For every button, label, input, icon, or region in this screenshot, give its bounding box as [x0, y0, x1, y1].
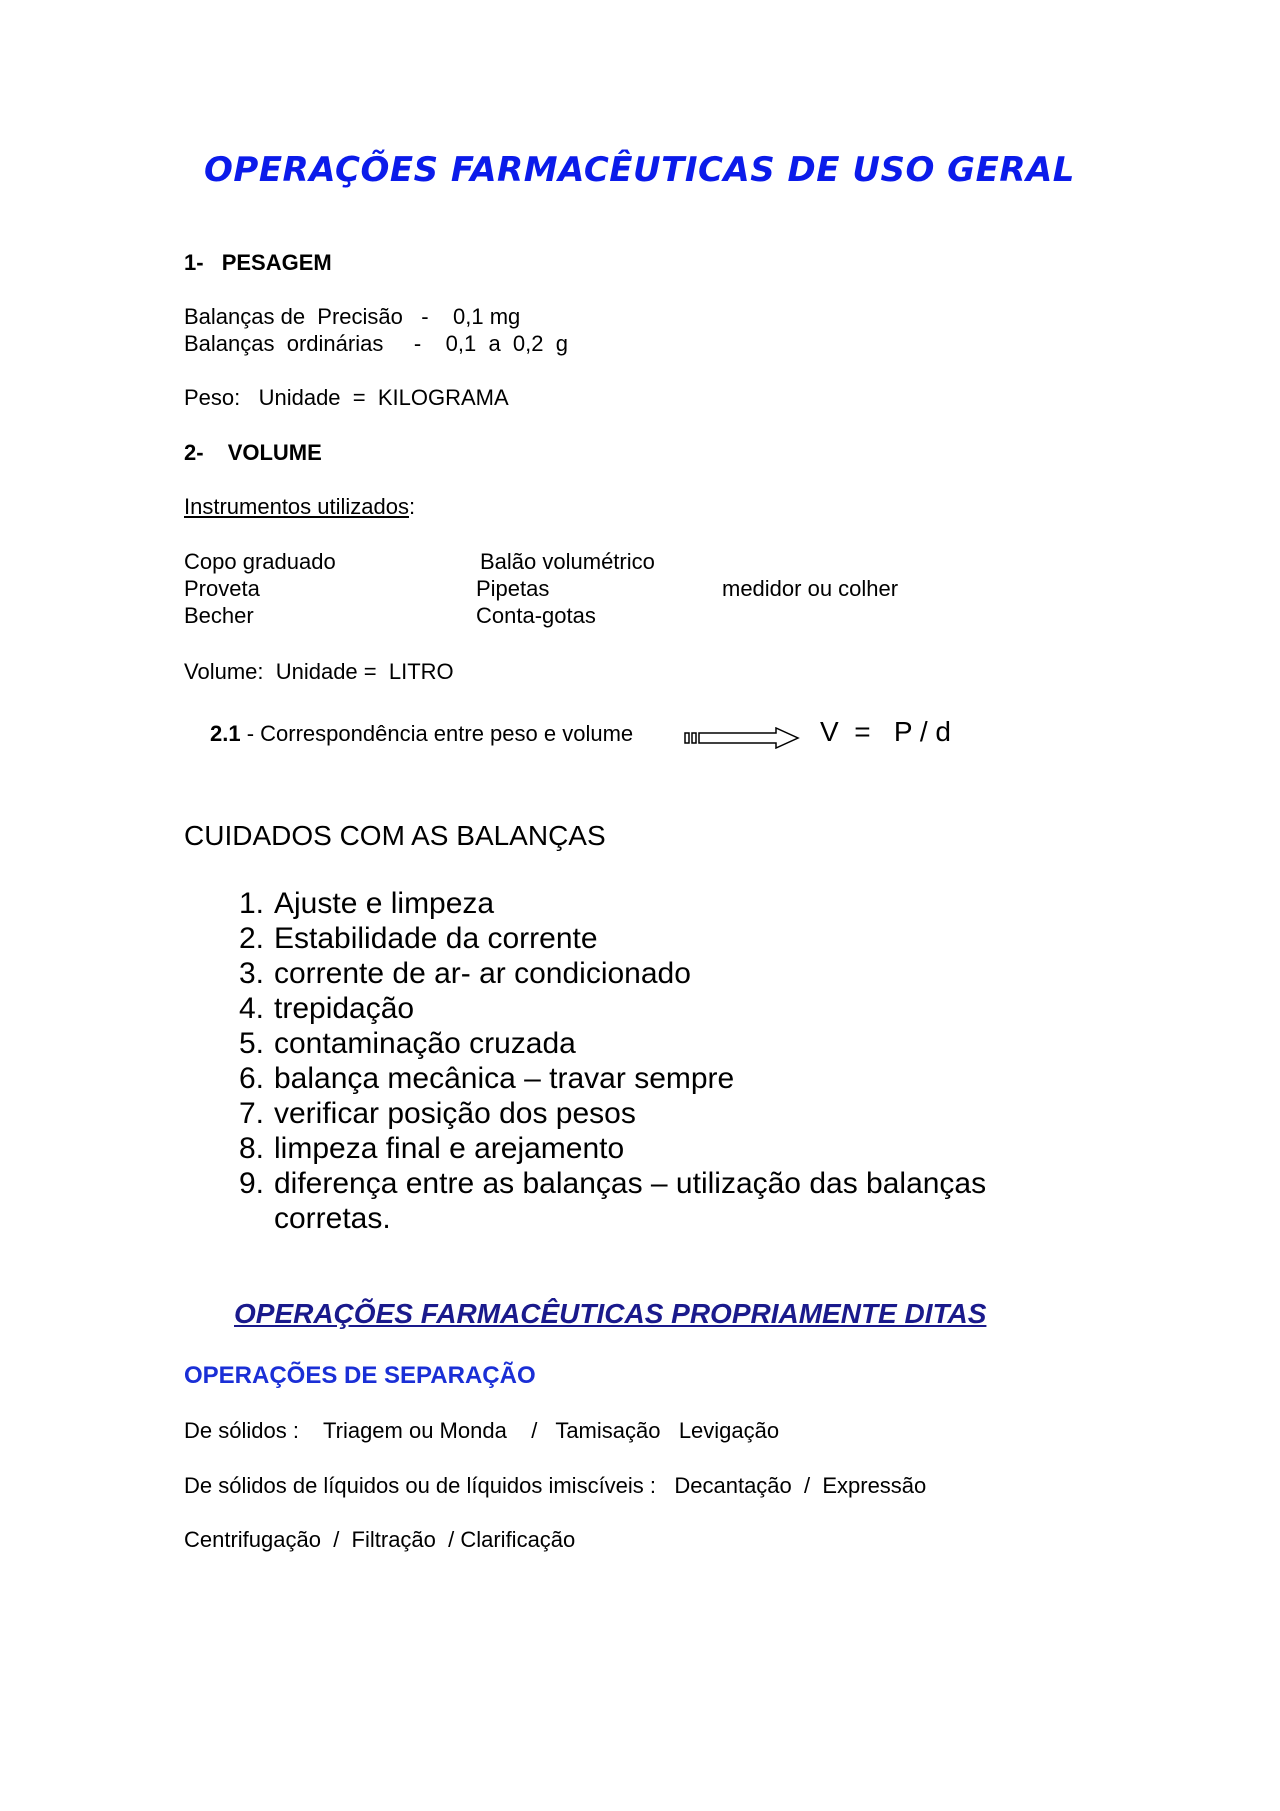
formula-v-equals-p-over-d: V = P / d — [820, 716, 952, 747]
solids-line: De sólidos : Triagem ou Monda / Tamisação Levigação — [184, 1418, 780, 1443]
list-item: 6. balança mecânica – travar sempre — [238, 1062, 735, 1095]
volume-unit-line: Volume: Unidade = LITRO — [184, 659, 454, 684]
correspondence-number: 2.1 — [210, 721, 241, 746]
instruments-label-line — [184, 494, 415, 520]
instrument-col2-item-1: Balão volumétrico — [480, 549, 655, 574]
liquids-line: De sólidos de líquidos ou de líquidos imiscíveis : Decantação / Expressão — [184, 1473, 927, 1498]
section-1-heading — [184, 250, 332, 276]
right-arrow-icon — [684, 727, 800, 749]
ordinary-scale-line: Balanças ordinárias - 0,1 a 0,2 g — [184, 331, 568, 356]
instruments-colon: : — [409, 494, 416, 519]
correspondence-line — [210, 721, 633, 747]
list-item: 7. verificar posição dos pesos — [238, 1097, 636, 1130]
list-item: 5. contaminação cruzada — [238, 1027, 576, 1060]
proper-operations-title: OPERAÇÕES FARMACÊUTICAS PROPRIAMENTE DITAS — [234, 1298, 987, 1329]
list-item: 4. trepidação — [238, 992, 415, 1025]
weight-unit-line: Peso: Unidade = KILOGRAMA — [184, 385, 509, 410]
precision-scale-line: Balanças de Precisão - 0,1 mg — [184, 304, 521, 329]
instrument-col2-item-3: Conta-gotas — [476, 603, 596, 628]
list-item: 1. Ajuste e limpeza — [238, 887, 495, 920]
document-title: OPERAÇÕES FARMACÊUTICAS DE USO GERAL — [204, 150, 1075, 190]
section-1-title: PESAGEM — [221, 250, 332, 275]
instrument-col1-item-2: Proveta — [184, 576, 260, 601]
instrument-col2-item-2: Pipetas — [476, 576, 550, 601]
care-list — [218, 886, 1034, 1236]
instruments-label: Instrumentos utilizados — [184, 494, 409, 519]
list-item: 3. corrente de ar- ar condicionado — [238, 957, 691, 990]
section-2-heading — [184, 440, 322, 466]
section-2-number: 2- — [184, 440, 204, 465]
section-2-title: VOLUME — [227, 440, 322, 465]
care-heading: CUIDADOS COM AS BALANÇAS — [184, 820, 606, 851]
list-item: 8. limpeza final e arejamento — [238, 1132, 625, 1165]
centrifugation-line: Centrifugação / Filtração / Clarificação — [184, 1527, 576, 1552]
section-1-number: 1- — [184, 250, 204, 275]
list-item: 2. Estabilidade da corrente — [238, 922, 598, 955]
separation-heading: OPERAÇÕES DE SEPARAÇÃO — [184, 1362, 536, 1389]
list-item: 9. diferença entre as balanças – utilização das balanças corretas. — [238, 1167, 987, 1235]
instrument-col1-item-1: Copo graduado — [184, 549, 336, 574]
instrument-col3-item: medidor ou colher — [722, 576, 899, 601]
instrument-col1-item-3: Becher — [184, 603, 254, 628]
correspondence-text: - Correspondência entre peso e volume — [240, 721, 634, 746]
